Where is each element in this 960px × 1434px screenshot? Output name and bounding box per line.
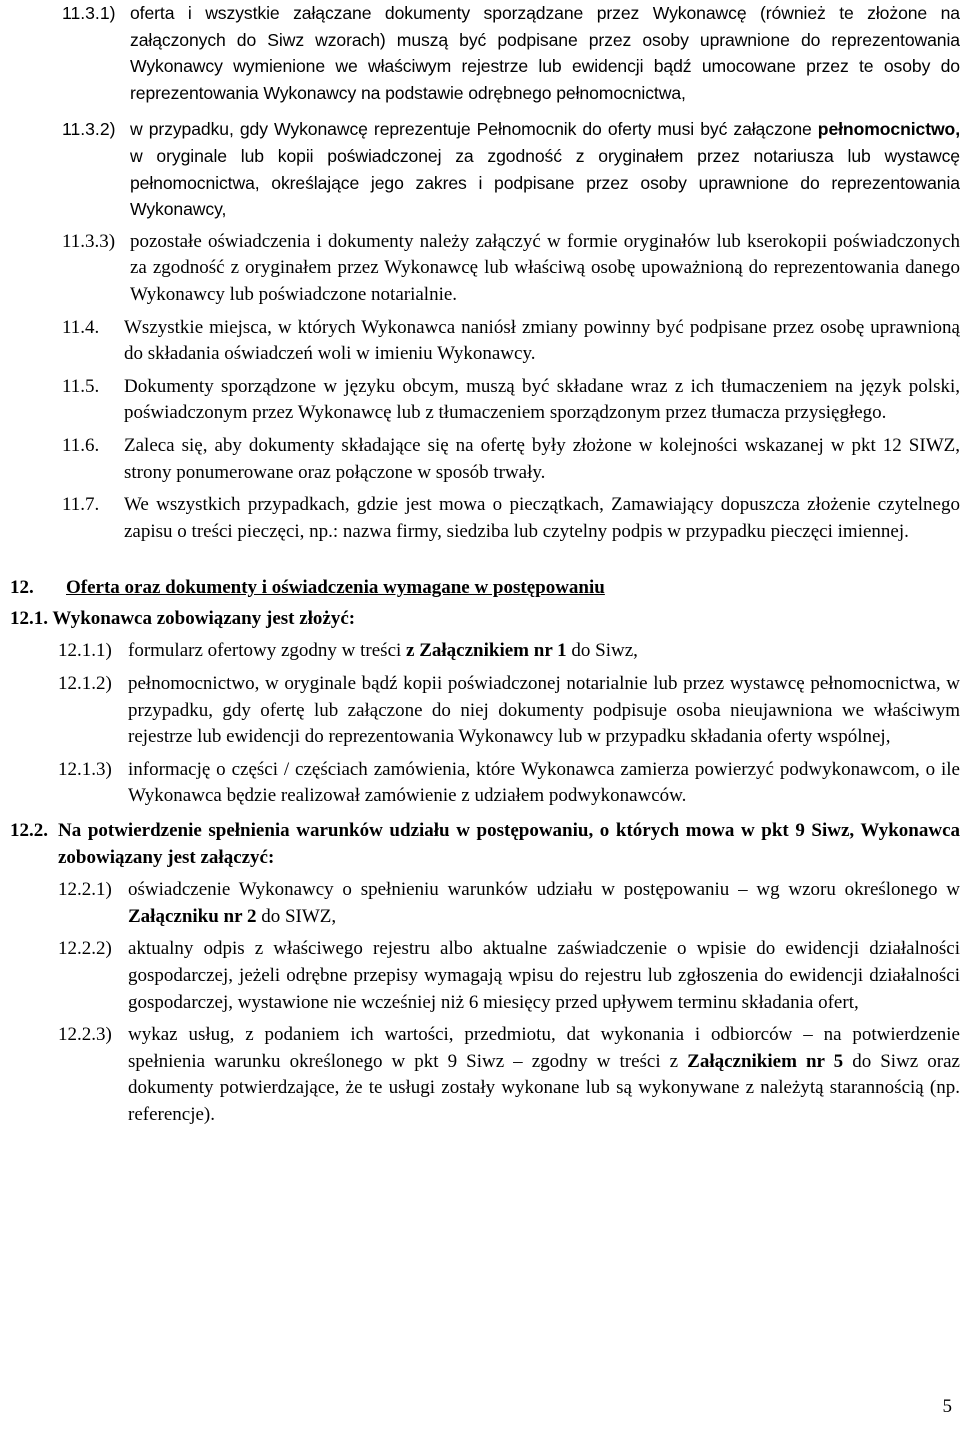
item-number: 12.2.1) bbox=[58, 879, 112, 901]
item-number: 11.3.1) bbox=[62, 3, 116, 23]
item-text: We wszystkich przypadkach, gdzie jest mowa o pieczątkach, Zamawiający dopuszcza złożenie czytelnego zapisu o treści pieczęci, np.: nazwa firmy, siedziba lub czytelny podpis w przypadku pieczęci imiennej. bbox=[124, 494, 960, 542]
item-number: 11.3.2) bbox=[62, 119, 116, 140]
section-title: Oferta oraz dokumenty i oświadczenia wymagane w postępowaniu bbox=[66, 577, 605, 599]
paragraph-11-3-3 bbox=[62, 229, 960, 309]
paragraph-12-2-1 bbox=[58, 877, 960, 930]
bold-term: Załącznikiem nr 5 bbox=[687, 1050, 844, 1072]
item-text: Wszystkie miejsca, w których Wykonawca naniósł zmiany powinny być podpisane przez osobę uprawnioną do składania oświadczeń woli w imieniu Wykonawcy. bbox=[124, 316, 960, 365]
item-number: 11.7. bbox=[62, 494, 100, 516]
paragraph-11-3-2 bbox=[62, 116, 960, 222]
section-12-heading bbox=[10, 575, 605, 602]
item-number: 12.2.2) bbox=[58, 938, 112, 960]
paragraph-12-2-2 bbox=[58, 936, 960, 1016]
page-number: 5 bbox=[942, 1396, 952, 1417]
item-text: Zaleca się, aby dokumenty składające się na ofertę były złożone w kolejności wskazanej w pkt 12 SIWZ, strony ponumerowane oraz połączone w sposób trwały. bbox=[124, 434, 960, 483]
item-number: 11.4. bbox=[62, 316, 100, 338]
item-text: aktualny odpis z właściwego rejestru albo aktualne zaświadczenie o wpisie do ewidencji działalności gospodarczej, jeżeli odrębne przepisy wymagają wpisu do rejestru lub zgłoszenia do ewidencji działalności gospodarczej, wystawione nie wcześniej niż 6 miesięcy przed upływem terminu składania ofert, bbox=[128, 938, 960, 1013]
paragraph-11-3-1 bbox=[62, 0, 960, 106]
item-text: oferta i wszystkie załączane dokumenty sporządzane przez Wykonawcę (również te złożone na załączonych do Siwz wzorach) muszą być podpisane przez osoby uprawnione do reprezentowania Wykonawcy wymienione we właściwym rejestrze lub ewidencji bądź umocowane przez te osoby do reprezentowania Wykonawcy na podstawie odrębnego pełnomocnictwa, bbox=[130, 3, 960, 103]
subsection-12-1-heading: 12.1. Wykonawca zobowiązany jest złożyć: bbox=[10, 607, 356, 629]
item-text: formularz ofertowy zgodny w treści z Załącznikiem nr 1 do Siwz, bbox=[128, 640, 638, 662]
item-text: wykaz usług, z podaniem ich wartości, przedmiotu, dat wykonania i odbiorców – na potwierdzenie spełnienia warunku określonego w pkt 9 Siwz – zgodny w treści z Załącznikiem nr 5 do Siwz oraz dokumenty potwierdzające, że te usługi zostały wykonane lub są wykonywane z należytą starannością (np. referencje). bbox=[128, 1024, 960, 1125]
item-number: 12.2.3) bbox=[58, 1024, 112, 1046]
item-number: 12.1.2) bbox=[58, 673, 112, 695]
item-text: Dokumenty sporządzone w języku obcym, muszą być składane wraz z ich tłumaczeniem na język polski, poświadczonym przez Wykonawcę lub z tłumaczeniem sporządzonym przez tłumacza przysięgłego. bbox=[124, 375, 960, 424]
item-number: 11.6. bbox=[62, 434, 100, 456]
subsection-number: 12.2. bbox=[10, 820, 48, 842]
paragraph-12-1-2 bbox=[58, 671, 960, 751]
paragraph-11-4 bbox=[62, 315, 960, 368]
subsection-12-2-heading bbox=[10, 818, 960, 871]
bold-term: pełnomocnictwo, bbox=[817, 119, 960, 140]
bold-term: z Załącznikiem nr 1 bbox=[406, 640, 567, 662]
paragraph-12-1-3 bbox=[58, 757, 960, 810]
paragraph-11-6 bbox=[62, 433, 960, 486]
item-text: pełnomocnictwo, w oryginale bądź kopii poświadczonej notarialnie lub przez wystawcę pełnomocnictwa, w przypadku, gdy ofertę lub załączone do niej dokumenty podpisuje osoba nieujawniona we właściwym rejestrze lub ewidencji do reprezentowania Wykonawcy lub w przypadku składania oferty wspólnej, bbox=[128, 673, 960, 748]
item-text: pozostałe oświadczenia i dokumenty należy załączyć w formie oryginałów lub kserokopii poświadczonych za zgodność z oryginałem przez Wykonawcę lub właściwą osobę upoważnioną do reprezentowania danego Wykonawcy lub poświadczone notarialnie. bbox=[130, 230, 960, 305]
paragraph-11-5 bbox=[62, 374, 960, 427]
item-text: informację o części / częściach zamówienia, które Wykonawca zamierza powierzyć podwykonawcom, o ile Wykonawca będzie realizował zamówienie z udziałem podwykonawców. bbox=[128, 758, 960, 807]
paragraph-12-2-3 bbox=[58, 1022, 960, 1128]
item-number: 11.3.3) bbox=[62, 230, 116, 252]
item-number: 12.1.1) bbox=[58, 640, 112, 662]
subsection-title: Na potwierdzenie spełnienia warunków udziału w postępowaniu, o których mowa w pkt 9 Siwz, Wykonawca zobowiązany jest załączyć: bbox=[58, 820, 960, 868]
item-text: oświadczenie Wykonawcy o spełnieniu warunków udziału w postępowaniu – wg wzoru określonego w Załączniku nr 2 do SIWZ, bbox=[128, 879, 960, 927]
item-number: 12.1.3) bbox=[58, 758, 112, 780]
item-text: w przypadku, gdy Wykonawcę reprezentuje Pełnomocnik do oferty musi być załączone pełnomocnictwo, w oryginale lub kopii poświadczonej za zgodność z oryginałem przez notariusza lub wystawcę pełnomocnictwa, określające jego zakres i podpisane przez osoby uprawnione do reprezentowania Wykonawcy, bbox=[130, 119, 960, 220]
item-number: 11.5. bbox=[62, 375, 100, 397]
paragraph-12-1-1 bbox=[58, 638, 960, 665]
bold-term: Załączniku nr 2 bbox=[128, 905, 257, 927]
section-number: 12. bbox=[10, 577, 34, 599]
paragraph-11-7 bbox=[62, 492, 960, 545]
